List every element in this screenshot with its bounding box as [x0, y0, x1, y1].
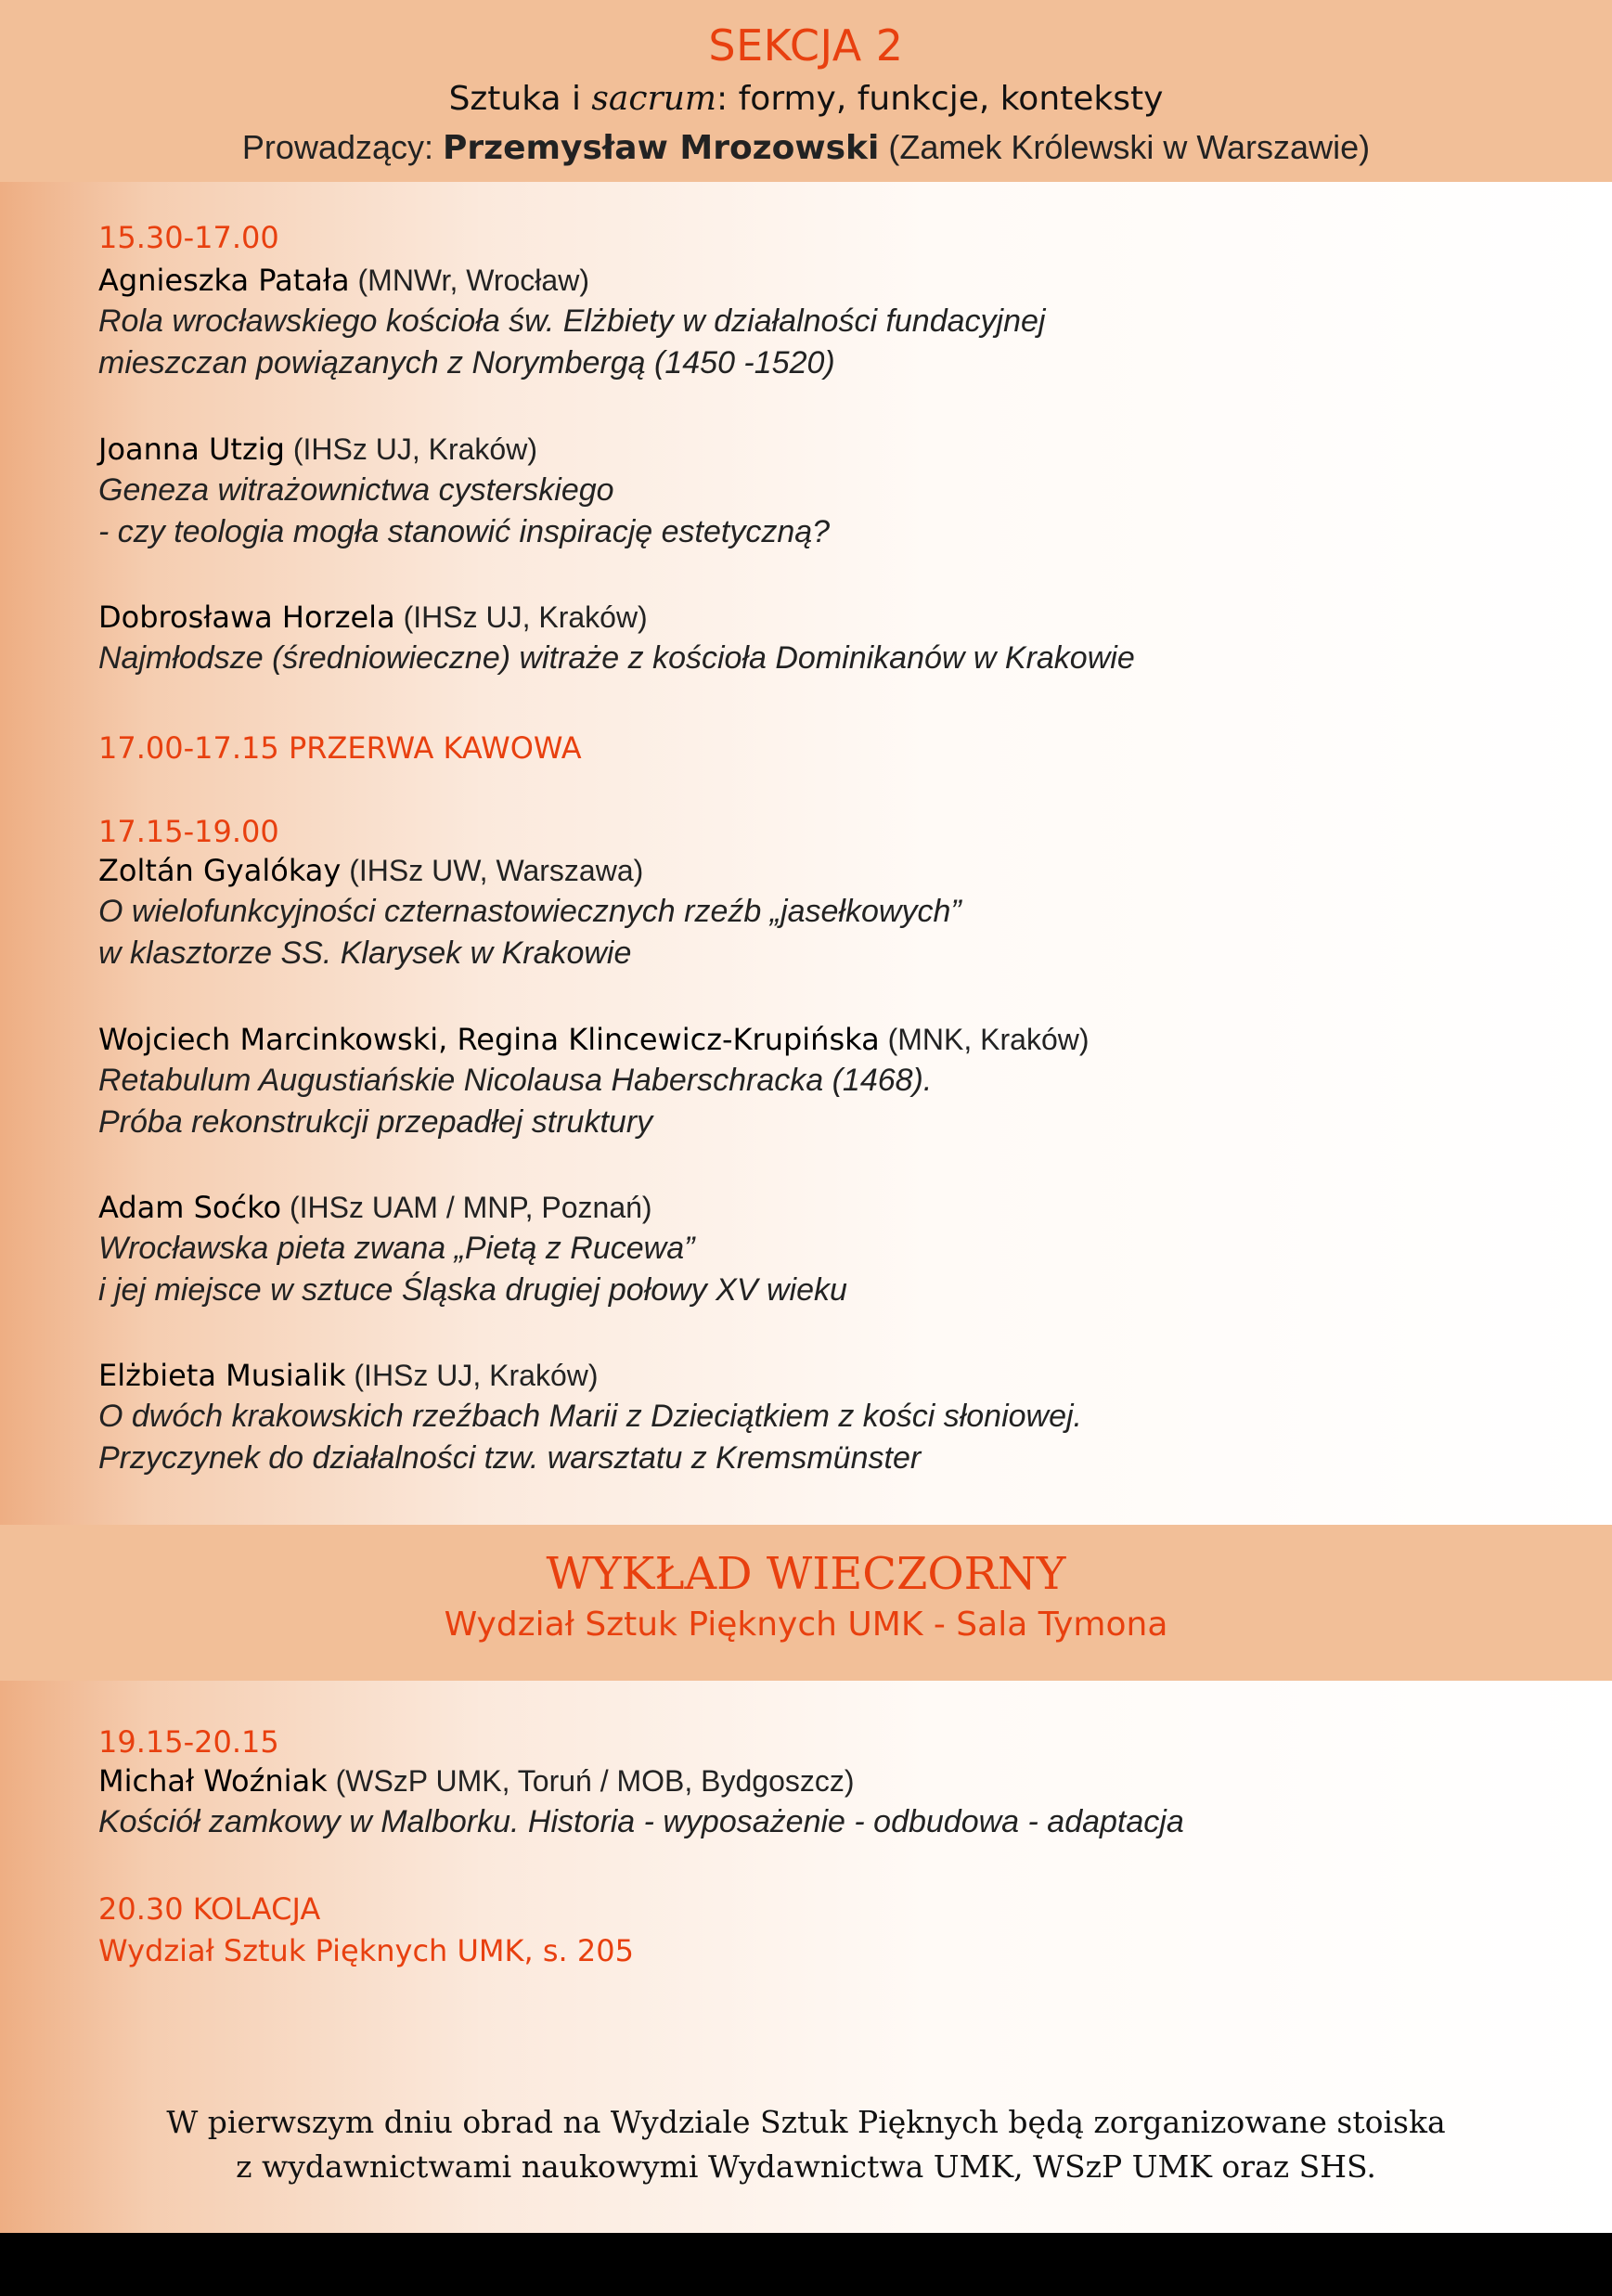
talk-item [98, 429, 830, 553]
talk-title-line: Rola wrocławskiego kościoła św. Elżbiety w działalności fundacyjnej [98, 303, 1046, 339]
talk-title-line: Geneza witrażownictwa cysterskiego [98, 472, 614, 508]
bottom-bar [0, 2233, 1612, 2296]
subtitle-part-2: : formy, funkcje, konteksty [716, 80, 1164, 118]
coffee-break: 17.00-17.15 PRZERWA KAWOWA [98, 730, 582, 766]
speaker-line [98, 597, 1135, 638]
evening-time: 19.15-20.15 [98, 1724, 279, 1760]
speaker-name: Michał Woźniak [98, 1763, 328, 1799]
speaker-line [98, 1355, 1082, 1396]
slot-time: 17.15-19.00 [98, 814, 279, 849]
subtitle-emphasis: sacrum [591, 80, 717, 118]
speaker-name: Joanna Utzig [98, 432, 285, 467]
dinner-time: 20.30 KOLACJA [98, 1891, 321, 1927]
footer-note-line: W pierwszym dniu obrad na Wydziale Sztuk Pięknych będą zorganizowane stoiska [166, 2104, 1446, 2140]
speaker-line [98, 1761, 1184, 1801]
footer-note-line: z wydawnictwami naukowymi Wydawnictwa UMK, WSzP UMK oraz SHS. [236, 2148, 1376, 2185]
slot-time: 15.30-17.00 [98, 220, 279, 255]
talk-title-line: w klasztorze SS. Klarysek w Krakowie [98, 935, 632, 971]
speaker-affiliation: (MNWr, Wrocław) [349, 264, 589, 297]
speaker-name: Dobrosława Horzela [98, 600, 395, 635]
speaker-affiliation: (IHSz UJ, Kraków) [394, 600, 648, 634]
talk-title-line: Przyczynek do działalności tzw. warsztatu z Kremsmünster [98, 1440, 922, 1476]
talk-item [98, 1019, 1090, 1143]
chair-label: Prowadzący: [241, 128, 444, 166]
talk-item [98, 1761, 1184, 1843]
speaker-name: Wojciech Marcinkowski, Regina Klincewicz-Krupińska [98, 1022, 880, 1057]
talk-title-line: O dwóch krakowskich rzeźbach Marii z Dzieciątkiem z kości słoniowej. [98, 1399, 1082, 1434]
speaker-affiliation: (IHSz UJ, Kraków) [284, 432, 537, 466]
speaker-line [98, 1019, 1090, 1060]
chair-name: Przemysław Mrozowski [443, 129, 880, 167]
talk-item [98, 260, 1045, 384]
speaker-affiliation: (IHSz UW, Warszawa) [341, 854, 644, 887]
evening-lecture-venue: Wydział Sztuk Pięknych UMK - Sala Tymona [444, 1606, 1168, 1644]
talk-title-line: Kościół zamkowy w Malborku. Historia - wyposażenie - odbudowa - adaptacja [98, 1804, 1184, 1839]
speaker-affiliation: (WSzP UMK, Toruń / MOB, Bydgoszcz) [327, 1764, 855, 1798]
talk-title-line: Najmłodsze (średniowieczne) witraże z kościoła Dominikanów w Krakowie [98, 640, 1135, 676]
speaker-affiliation: (MNK, Kraków) [879, 1023, 1090, 1056]
speaker-name: Adam Soćko [98, 1190, 282, 1225]
section-chair [0, 128, 1612, 167]
section-subtitle [0, 80, 1612, 118]
talk-title-line: mieszczan powiązanych z Norymbergą (1450 -1520) [98, 345, 835, 381]
talk-title-line: O wielofunkcyjności czternastowiecznych rzeźb „jasełkowych” [98, 894, 961, 929]
speaker-name: Agnieszka Patała [98, 263, 350, 298]
talk-title-line: - czy teologia mogła stanowić inspirację estetyczną? [98, 514, 831, 549]
talk-item [98, 850, 961, 974]
dinner-venue: Wydział Sztuk Pięknych UMK, s. 205 [98, 1933, 634, 1968]
talk-title-line: Retabulum Augustiańskie Nicolausa Haberschracka (1468). [98, 1063, 933, 1098]
speaker-line [98, 1187, 847, 1228]
talk-item [98, 597, 1135, 679]
talk-title-line: Próba rekonstrukcji przepadłej struktury [98, 1104, 653, 1140]
speaker-line [98, 260, 1045, 301]
talk-title-line: Wrocławska pieta zwana „Pietą z Rucewa” [98, 1231, 695, 1266]
talk-item [98, 1187, 847, 1311]
evening-lecture-title: WYKŁAD WIECZORNY [546, 1548, 1066, 1600]
chair-affiliation: (Zamek Królewski w Warszawie) [879, 128, 1371, 166]
speaker-line [98, 429, 830, 470]
speaker-name: Zoltán Gyalókay [98, 853, 342, 888]
speaker-affiliation: (IHSz UJ, Kraków) [345, 1359, 599, 1392]
talk-title-line: i jej miejsce w sztuce Śląska drugiej połowy XV wieku [98, 1272, 847, 1308]
subtitle-part-1: Sztuka i [448, 80, 592, 118]
speaker-affiliation: (IHSz UAM / MNP, Poznań) [281, 1191, 652, 1224]
talk-item [98, 1355, 1082, 1479]
section-title: SEKCJA 2 [708, 20, 904, 71]
speaker-name: Elżbieta Musialik [98, 1358, 346, 1393]
speaker-line [98, 850, 961, 891]
